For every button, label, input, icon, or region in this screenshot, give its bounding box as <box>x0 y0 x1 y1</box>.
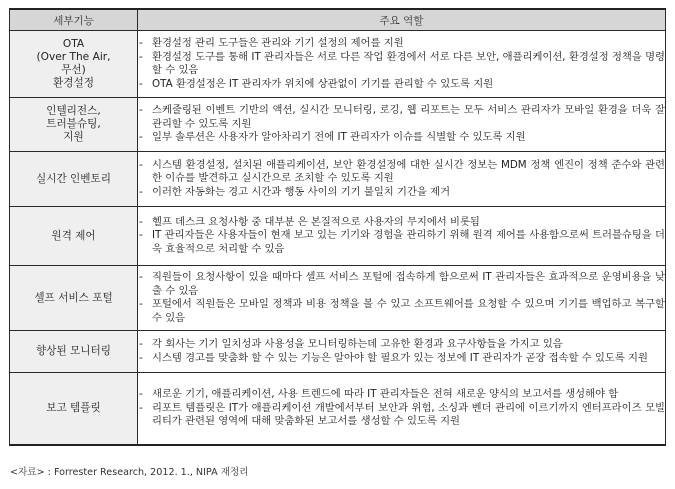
bullet-dash: - <box>139 351 143 364</box>
role-text: 각 회사는 기기 일치성과 사용성을 모니터링하는데 고유한 환경과 요구사항들을 가지고 있음 <box>152 338 563 350</box>
feature-label-line: 환경설정 <box>53 77 94 89</box>
role-item <box>138 51 665 78</box>
role-list <box>138 104 665 145</box>
role-item <box>138 78 665 92</box>
feature-label-line: 향상된 모니터링 <box>35 345 111 357</box>
table-row <box>10 152 666 207</box>
table-row <box>10 207 666 266</box>
role-text: 시스템 경고를 맞춤화 할 수 있는 기능은 알아야 할 필요가 있는 정보에 IT 관리자가 곧장 접속할 수 있도록 지원 <box>152 351 648 364</box>
feature-label-line: 실시간 인벤토리 <box>35 172 111 185</box>
role-item <box>138 298 665 325</box>
role-text: 포털에서 직원들은 모바일 정책과 비용 정책을 볼 수 있고 소프트웨어를 요청할 수 있으며 기기를 백업하고 복구할 수 있음 <box>152 298 665 324</box>
role-item <box>138 271 665 298</box>
feature-label-line: 보고 템플릿 <box>46 401 101 414</box>
table-row <box>10 331 666 373</box>
role-text: 환경설정 관리 도구들은 관리와 기기 설정의 제어를 지원 <box>152 37 404 49</box>
role-text: 스케줄링된 이벤트 기반의 액션, 실시간 모니터링, 로깅, 웹 리포트는 모두 서비스 관리자가 모바일 환경을 더욱 잘 관리할 수 있도록 지원 <box>152 104 665 130</box>
role-list <box>138 338 665 365</box>
bullet-dash: - <box>139 229 143 242</box>
mdm-feature-table <box>9 8 666 446</box>
feature-cell <box>10 331 138 373</box>
role-cell <box>138 207 666 266</box>
bullet-dash: - <box>139 215 143 228</box>
role-text: 리포트 템플릿은 IT가 애플리케이션 개발에서부터 보안과 위험, 소싱과 벤더 관리에 이르기까지 엔터프라이즈 모빌리티가 관련된 영역에 대해 맞춤화된 보고서를 생성할 수 있도록 지원 <box>152 401 665 427</box>
bullet-dash: - <box>139 298 143 310</box>
role-list <box>138 271 665 325</box>
role-list <box>138 37 665 91</box>
role-text: 일부 솔루션은 사용자가 알아차리기 전에 IT 관리자가 이슈를 식별할 수 있도록 지원 <box>152 131 526 144</box>
role-item <box>138 388 665 402</box>
table-body <box>10 31 666 445</box>
table-header-row <box>10 9 666 31</box>
feature-cell <box>10 266 138 331</box>
role-text: 새로운 기기, 애플리케이션, 사용 트렌드에 따라 IT 관리자들은 전혀 새로운 양식의 보고서를 생성해야 함 <box>152 388 619 400</box>
table-row <box>10 373 666 445</box>
role-item <box>138 186 665 200</box>
role-item <box>138 352 665 366</box>
role-text: 시스템 환경설정, 설치된 애플리케이션, 보안 환경설정에 대한 실시간 정보는 MDM 정책 엔진이 정책 준수와 관련한 이슈를 발견하고 실시간으로 조치할 수 있도록 지원 <box>152 158 665 185</box>
role-cell <box>138 266 666 331</box>
bullet-dash: - <box>139 50 143 63</box>
role-list <box>138 388 665 429</box>
role-cell <box>138 152 666 207</box>
feature-label-line: 무선) <box>61 64 86 76</box>
feature-label-line: 원격 제어 <box>51 229 96 242</box>
role-item <box>138 338 665 352</box>
role-item <box>138 229 665 256</box>
feature-label-line: OTA <box>62 38 85 50</box>
feature-cell <box>10 152 138 207</box>
table-row <box>10 266 666 331</box>
role-text: 헬프 데스크 요청사항 중 대부분 은 본질적으로 사용자의 무지에서 비롯됨 <box>152 215 480 228</box>
table-row <box>10 31 666 98</box>
bullet-dash: - <box>139 104 143 117</box>
role-text: 환경설정 도구를 통해 IT 관리자들은 서로 다른 작업 환경에서 서로 다른 보안, 애플리케이션, 환경설정 정책을 명령할 수 있음 <box>152 50 665 76</box>
header-feature: 세부기능 <box>10 9 138 31</box>
feature-label-line: 트러블슈팅, <box>46 118 101 130</box>
bullet-dash: - <box>139 131 143 144</box>
role-cell <box>138 98 666 152</box>
role-text: IT 관리자들은 사용자들이 현재 보고 있는 기기와 경험을 관리하기 위해 원격 제어를 사용함으로써 트러블슈팅을 더욱 효율적으로 처리할 수 있음 <box>152 229 665 255</box>
role-cell <box>138 331 666 373</box>
table-row <box>10 98 666 152</box>
role-item <box>138 216 665 230</box>
feature-label-line: 지원 <box>63 131 84 143</box>
feature-cell <box>10 31 138 98</box>
feature-cell <box>10 373 138 445</box>
feature-label-line: 인텔리전스, <box>46 105 101 117</box>
role-list <box>138 159 665 200</box>
role-item <box>138 159 665 186</box>
bullet-dash: - <box>139 388 143 400</box>
bullet-dash: - <box>139 185 143 198</box>
role-item <box>138 402 665 429</box>
feature-cell <box>10 207 138 266</box>
bullet-dash: - <box>139 338 143 350</box>
role-text: 직원들이 요청사항이 있을 때마다 셀프 서비스 포털에 접속하게 함으로써 IT 관리자들은 효과적으로 운영비용을 낮출 수 있음 <box>152 271 665 297</box>
bullet-dash: - <box>139 401 143 414</box>
bullet-dash: - <box>139 158 143 171</box>
role-item <box>138 131 665 145</box>
bullet-dash: - <box>139 77 143 90</box>
role-list <box>138 216 665 257</box>
role-cell <box>138 31 666 98</box>
feature-label-line: 셀프 서비스 포털 <box>34 291 113 304</box>
header-role: 주요 역할 <box>138 9 666 31</box>
role-text: 이러한 자동화는 경고 시간과 행동 사이의 기기 불일치 기간을 제거 <box>152 185 451 198</box>
role-text: OTA 환경설정은 IT 관리자가 위치에 상관없이 기기를 관리할 수 있도록 지원 <box>152 77 494 90</box>
role-item <box>138 104 665 131</box>
role-item <box>138 37 665 51</box>
source-note: <자료> : Forrester Research, 2012. 1., NIPA 재정리 <box>10 467 249 478</box>
bullet-dash: - <box>139 37 143 49</box>
role-cell <box>138 373 666 445</box>
bullet-dash: - <box>139 271 143 283</box>
feature-cell <box>10 98 138 152</box>
feature-label-line: (Over The Air, <box>36 51 111 63</box>
